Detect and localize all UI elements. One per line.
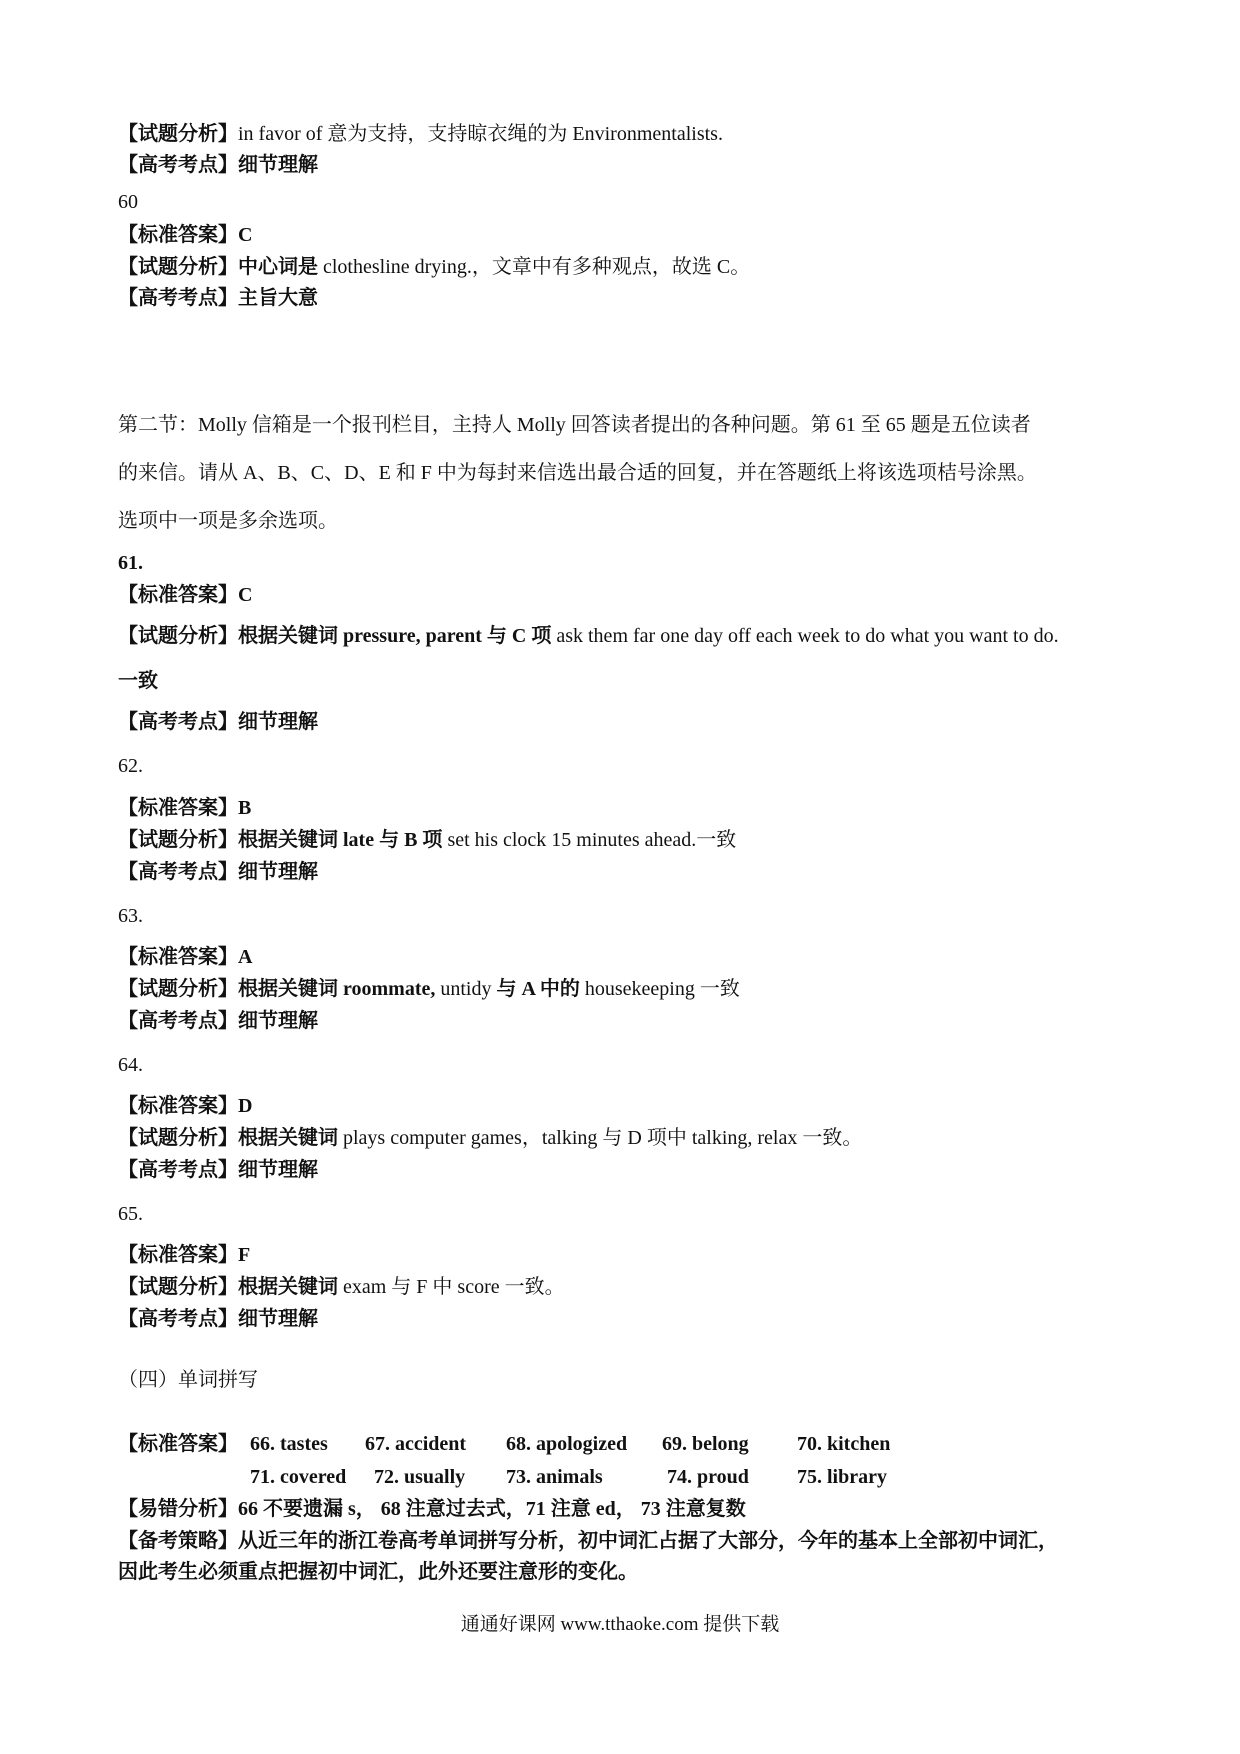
- question-number-60: 60: [118, 191, 138, 213]
- answer-label: 【标准答案】: [118, 797, 238, 819]
- error-text: 66 不要遗漏 s， 68 注意过去式，71 注意 ed， 73 注意复数: [238, 1498, 746, 1520]
- analysis-continuation-61: 一致: [118, 670, 158, 692]
- analysis-keyword: 根据关键词 late 与 B 项: [238, 829, 443, 851]
- analysis-label: 【试题分析】: [118, 829, 238, 851]
- point-text: 细节理解: [238, 861, 318, 883]
- answer-value: A: [238, 946, 253, 968]
- answer-value: C: [238, 224, 253, 246]
- analysis-line-61: [118, 623, 1059, 649]
- point-line-64: [118, 1157, 318, 1183]
- error-analysis-line: [118, 1496, 746, 1522]
- analysis-keyword: 根据关键词 pressure, parent 与 C 项: [238, 625, 552, 647]
- spelling-answer-71: 71. covered: [250, 1466, 347, 1488]
- answer-value: F: [238, 1244, 251, 1266]
- question-number-61: 61.: [118, 552, 143, 574]
- analysis-keyword: 根据关键词 roommate,: [238, 978, 436, 1000]
- spelling-answer-68: 68. apologized: [506, 1433, 628, 1455]
- analysis-line-64: [118, 1125, 862, 1151]
- question-number-62: 62.: [118, 755, 143, 777]
- analysis-text: in favor of 意为支持，支持晾衣绳的为 Environmentalists.: [238, 123, 723, 145]
- analysis-text: exam 与 F 中 score 一致。: [338, 1276, 565, 1298]
- answer-label: 【标准答案】: [118, 1244, 238, 1266]
- point-text: 细节理解: [238, 1159, 318, 1181]
- point-label: 【高考考点】: [118, 1308, 238, 1330]
- analysis-label: 【试题分析】: [118, 1276, 238, 1298]
- error-label: 【易错分析】: [118, 1498, 238, 1520]
- point-line-65: [118, 1306, 318, 1332]
- point-text: 细节理解: [238, 154, 318, 176]
- analysis-line: [118, 121, 723, 147]
- point-label: 【高考考点】: [118, 1010, 238, 1032]
- analysis-text-2: housekeeping 一致: [579, 978, 740, 1000]
- point-label: 【高考考点】: [118, 861, 238, 883]
- section4-title: （四）单词拼写: [118, 1369, 258, 1391]
- answer-label: 【标准答案】: [118, 1095, 238, 1117]
- analysis-text: plays computer games，talking 与 D 项中 talking, relax 一致。: [338, 1127, 863, 1149]
- answer-line-60: [118, 222, 252, 248]
- point-text: 主旨大意: [238, 287, 318, 309]
- analysis-text: clothesline drying.，文章中有多种观点，故选 C。: [318, 256, 751, 278]
- point-label: 【高考考点】: [118, 154, 238, 176]
- section2-intro-line2: 的来信。请从 A、B、C、D、E 和 F 中为每封来信选出最合适的回复，并在答题纸上将该选项桔号涂黑。: [118, 462, 1037, 484]
- point-label: 【高考考点】: [118, 711, 238, 733]
- analysis-line-60: [118, 254, 750, 280]
- answer-label: 【标准答案】: [118, 1433, 238, 1455]
- spelling-answer-66: 66. tastes: [250, 1433, 328, 1455]
- spelling-answer-69: 69. belong: [662, 1433, 749, 1455]
- point-line-60: [118, 285, 318, 311]
- analysis-label: 【试题分析】: [118, 256, 238, 278]
- point-line-61: [118, 709, 318, 735]
- analysis-text: set his clock 15 minutes ahead.一致: [442, 829, 737, 851]
- question-number-63: 63.: [118, 905, 143, 927]
- point-text: 细节理解: [238, 1010, 318, 1032]
- point-label: 【高考考点】: [118, 1159, 238, 1181]
- answer-label: 【标准答案】: [118, 224, 238, 246]
- analysis-line-65: [118, 1274, 565, 1300]
- strategy-line-1: [118, 1528, 1058, 1554]
- strategy-line-2: 因此考生必须重点把握初中词汇，此外还要注意形的变化。: [118, 1561, 638, 1583]
- spelling-answer-72: 72. usually: [374, 1466, 466, 1488]
- analysis-keyword-2: 与 A 中的: [496, 978, 580, 1000]
- answer-value: B: [238, 797, 252, 819]
- point-label: 【高考考点】: [118, 287, 238, 309]
- point-line: [118, 152, 318, 178]
- strategy-label: 【备考策略】: [118, 1530, 238, 1552]
- analysis-line-63: [118, 976, 740, 1002]
- spelling-answer-75: 75. library: [797, 1466, 887, 1488]
- analysis-label: 【试题分析】: [118, 625, 238, 647]
- point-text: 细节理解: [238, 711, 318, 733]
- section2-intro-line1: 第二节：Molly 信箱是一个报刊栏目，主持人 Molly 回答读者提出的各种问题。第 61 至 65 题是五位读者: [118, 414, 1031, 436]
- answer-line-64: [118, 1093, 252, 1119]
- spelling-answer-74: 74. proud: [667, 1466, 749, 1488]
- question-number-64: 64.: [118, 1054, 143, 1076]
- footer: 通通好课网 www.tthaoke.com 提供下载: [460, 1614, 780, 1635]
- strategy-text: 从近三年的浙江卷高考单词拼写分析，初中词汇占据了大部分，今年的基本上全部初中词汇，: [238, 1530, 1058, 1552]
- answer-label: 【标准答案】: [118, 584, 238, 606]
- point-line-62: [118, 859, 318, 885]
- analysis-text: untidy: [435, 978, 497, 1000]
- analysis-text: ask them far one day off each week to do what you want to do.: [551, 625, 1059, 647]
- analysis-label: 【试题分析】: [118, 978, 238, 1000]
- analysis-line-62: [118, 827, 736, 853]
- spelling-answer-label: [118, 1431, 238, 1457]
- answer-value: D: [238, 1095, 253, 1117]
- analysis-keyword: 中心词是: [238, 256, 318, 278]
- spelling-answer-67: 67. accident: [365, 1433, 467, 1455]
- analysis-label: 【试题分析】: [118, 123, 238, 145]
- analysis-keyword: 根据关键词: [238, 1276, 338, 1298]
- answer-line-65: [118, 1242, 250, 1268]
- answer-line-61: [118, 582, 252, 608]
- question-number-65: 65.: [118, 1203, 143, 1225]
- spelling-answer-73: 73. animals: [506, 1466, 603, 1488]
- analysis-keyword: 根据关键词: [238, 1127, 338, 1149]
- answer-line-62: [118, 795, 251, 821]
- analysis-label: 【试题分析】: [118, 1127, 238, 1149]
- answer-line-63: [118, 944, 252, 970]
- section2-intro-line3: 选项中一项是多余选项。: [118, 510, 338, 532]
- answer-label: 【标准答案】: [118, 946, 238, 968]
- spelling-answer-70: 70. kitchen: [797, 1433, 891, 1455]
- point-line-63: [118, 1008, 318, 1034]
- point-text: 细节理解: [238, 1308, 318, 1330]
- answer-value: C: [238, 584, 253, 606]
